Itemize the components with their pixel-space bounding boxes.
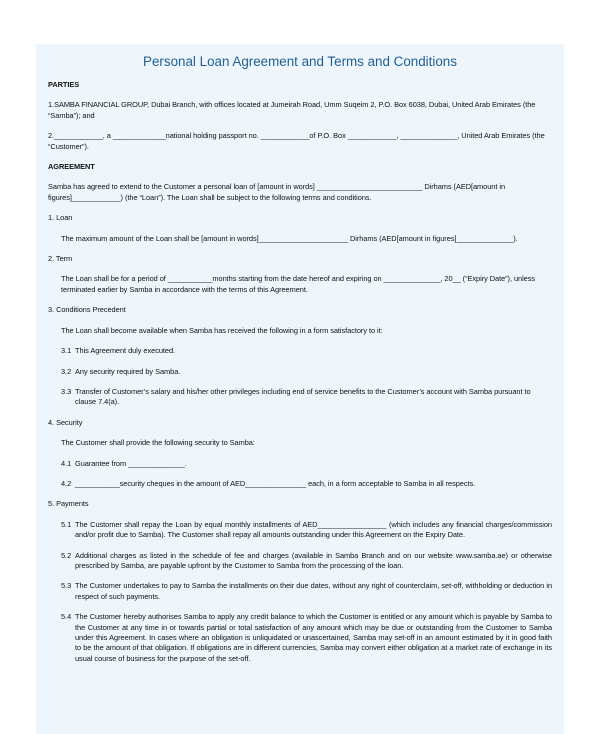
party-1-text: 1.SAMBA FINANCIAL GROUP, Dubai Branch, with offices located at Jumeirah Road, Umm Suqeim 2, P.O. Box 6038, Dubai, United Arab Emirates (the “Samba”); and xyxy=(48,100,536,120)
clause-text: The Customer undertakes to pay to Samba the installments on their due dates, without any right of counterclaim, set-off, withholding or deduction in respect of such payments. xyxy=(75,581,552,601)
clause-text: ___________security cheques in the amount of AED_______________ each, in a form acceptable to Samba in all respects. xyxy=(75,478,476,488)
section-title: 4. Security xyxy=(48,417,83,427)
clause-item xyxy=(48,459,552,469)
clause-number: 5.3 xyxy=(61,581,72,591)
clause-number: 3.1 xyxy=(61,346,72,356)
section-title: 5. Payments xyxy=(48,499,89,509)
clause-number: 3.3 xyxy=(61,386,72,396)
party-2-text: 2.____________, a _____________national holding passport no. ____________of P.O. Box ____________, ______________, United Arab Emirates (the “Customer”). xyxy=(48,131,545,151)
section-title: 2. Term xyxy=(48,254,73,264)
section-title: 3. Conditions Precedent xyxy=(48,305,126,315)
document-title: Personal Loan Agreement and Terms and Conditions xyxy=(143,54,457,69)
section-body: The Customer shall provide the following security to Samba: xyxy=(61,438,255,448)
clause-number: 5.1 xyxy=(61,519,72,529)
clause-item xyxy=(48,346,552,356)
clause-text: Any security required by Samba. xyxy=(75,366,181,376)
clause-item xyxy=(48,479,552,489)
clause-number: 5.2 xyxy=(61,550,72,560)
clause-number: 5.4 xyxy=(61,612,72,622)
clause-number: 3.2 xyxy=(61,366,72,376)
section-payments xyxy=(48,499,552,664)
section-body: The Loan shall become available when Samba has received the following in a form satisfactory to it: xyxy=(61,325,383,335)
clause-item xyxy=(48,612,552,664)
clause-text: Guarantee from ______________. xyxy=(75,458,187,468)
section-conditions-precedent xyxy=(48,305,552,407)
section-body: The maximum amount of the Loan shall be [amount in words]______________________ Dirhams (AED[amount in figures]______________). xyxy=(61,233,518,243)
clause-text: This Agreement duly executed. xyxy=(75,346,176,356)
section-loan xyxy=(48,213,552,244)
clause-number: 4.1 xyxy=(61,458,72,468)
clause-number: 4.2 xyxy=(61,478,72,488)
clause-text: Additional charges as listed in the schedule of fee and charges (available in Samba Branch and on our website www.samba.ae) or otherwise prescribed by Samba, are payable upfront by the Customer to Samba from the processing of the loan. xyxy=(75,550,552,570)
section-term xyxy=(48,254,552,295)
clause-text: Transfer of Customer’s salary and his/her other privileges including end of service benefits to the Customer’s account with Samba pursuant to clause 7.4(a). xyxy=(75,386,531,407)
clause-item xyxy=(48,520,552,541)
clause-item xyxy=(48,387,552,408)
clause-text: The Customer hereby authorises Samba to apply any credit balance to which the Customer is entitled or any amount which is payable by Samba to the Customer at any time in or towards partial or total satisfaction of any amount which may be due or outstanding from the Customer to Samba under this Agreement. In cases where an obligation is unliquidated or unascertained, Samba may set-off in an amount estimated by it in good faith to be the amount of that obligation. If obligations are in different currencies, Samba may convert either obligation at a market rate of exchange in its usual course of business for the purpose of the set-off. xyxy=(75,612,552,663)
clause-item xyxy=(48,581,552,602)
clause-item xyxy=(48,367,552,377)
section-security xyxy=(48,418,552,490)
agreement-heading: AGREEMENT xyxy=(48,162,95,172)
agreement-intro: Samba has agreed to extend to the Customer a personal loan of [amount in words] __________________________ Dirhams (AED[amount in figures]____________) (the “Loan”). The Loan shall be subject to the following terms and conditions. xyxy=(48,182,506,202)
section-title: 1. Loan xyxy=(48,213,73,223)
document-page xyxy=(36,44,564,734)
parties-heading: PARTIES xyxy=(48,80,80,89)
clause-text: The Customer shall repay the Loan by equal monthly installments of AED_________________ (which includes any financial charges/commission and/or profit due to Samba). The Customer shall repay all amounts outstanding under this Agreement on the Expiry Date. xyxy=(75,519,552,540)
clause-item xyxy=(48,551,552,572)
section-body: The Loan shall be for a period of ___________months starting from the date hereof and expiring on ______________, 20__ (“Expiry Date”), unless terminated earlier by Samba in accordance with the terms of this Agreement. xyxy=(61,274,536,294)
